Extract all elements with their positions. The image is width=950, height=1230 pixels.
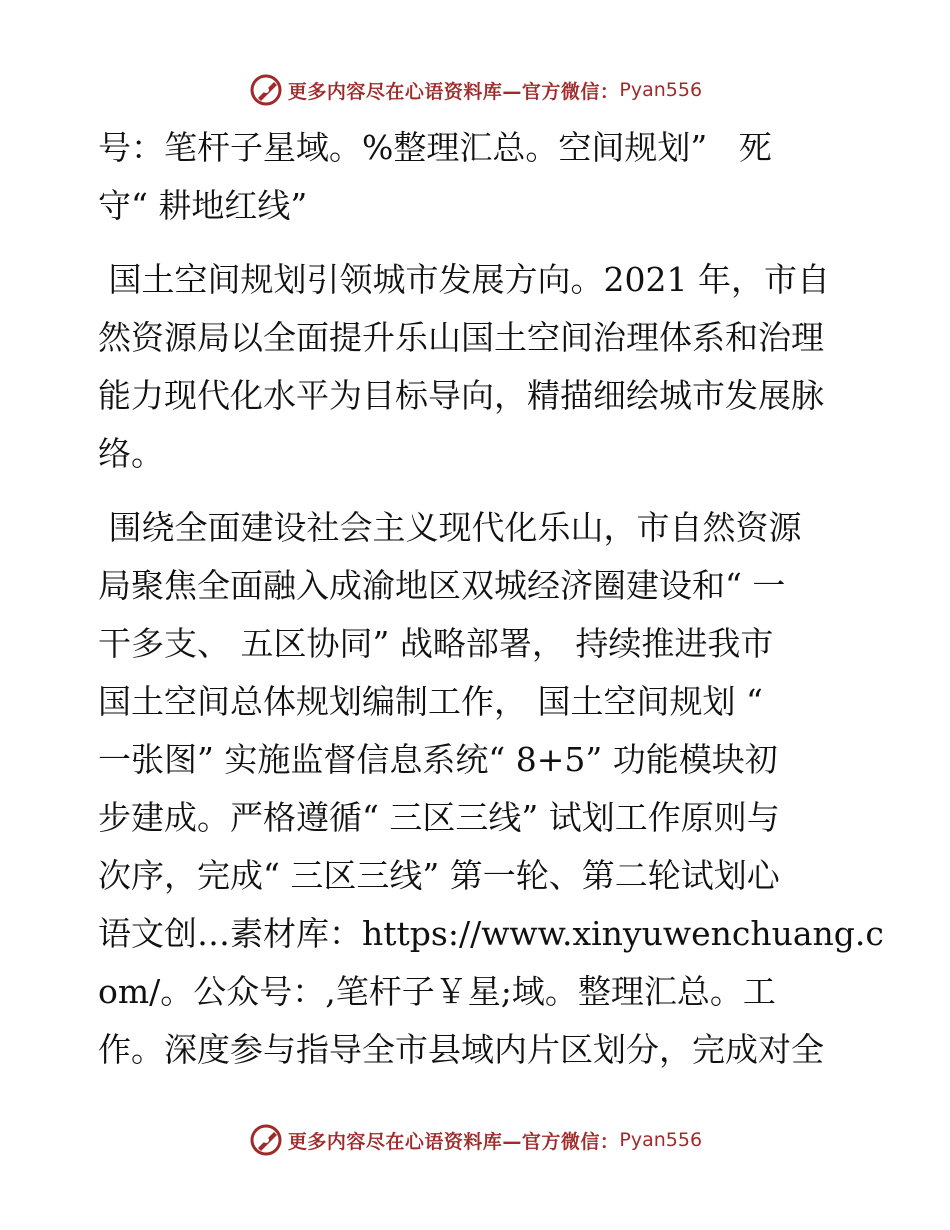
heading-line: 守“ 耕地红线” (98, 186, 308, 225)
paragraph-line: 国土空间规划引领城市发展方向。2021 年，市自 (98, 260, 830, 299)
paragraph-line: 语文创…素材库：https://www.xinyuwenchuang.c (98, 914, 884, 953)
paragraph-line: 次序，完成“ 三区三线” 第一轮、第二轮试划心 (98, 856, 780, 895)
footer-banner (0, 1120, 950, 1160)
banner-wechat-id: Pyan556 (619, 1129, 703, 1151)
banner-text: 更多内容尽在心语资料库—官方微信： (287, 1130, 620, 1153)
banner-text: 更多内容尽在心语资料库—官方微信： (287, 80, 620, 103)
paragraph-line: 作。深度参与指导全市县域内片区划分，完成对全 (98, 1030, 824, 1069)
paragraph-line: 然资源局以全面提升乐山国土空间治理体系和治理 (98, 318, 824, 357)
paragraph-line: 一张图” 实施监督信息系统“ 8+5” 功能模块初 (98, 740, 778, 779)
paragraph-line: 络。 (98, 434, 164, 473)
paragraph-line: om/。公众号：,笔杆子￥星;域。整理汇总。工 (98, 972, 776, 1011)
paragraph-line: 干多支、 五区协同” 战略部署， 持续推进我市 (98, 624, 774, 663)
brand-logo-icon (248, 1122, 284, 1158)
brand-logo-icon (248, 72, 284, 108)
header-banner (0, 70, 950, 110)
paragraph-line: 国土空间总体规划编制工作， 国土空间规划 “ (98, 682, 763, 721)
paragraph-line: 能力现代化水平为目标导向，精描细绘城市发展脉 (98, 376, 824, 415)
paragraph-line: 步建成。严格遵循“ 三区三线” 试划工作原则与 (98, 798, 780, 837)
heading-line: 号：笔杆子星域。%整理汇总。空间规划” 死 (98, 128, 772, 167)
paragraph-line: 局聚焦全面融入成渝地区双城经济圈建设和“ 一 (98, 566, 786, 605)
paragraph-line: 围绕全面建设社会主义现代化乐山，市自然资源 (98, 508, 802, 547)
banner-wechat-id: Pyan556 (619, 79, 703, 101)
